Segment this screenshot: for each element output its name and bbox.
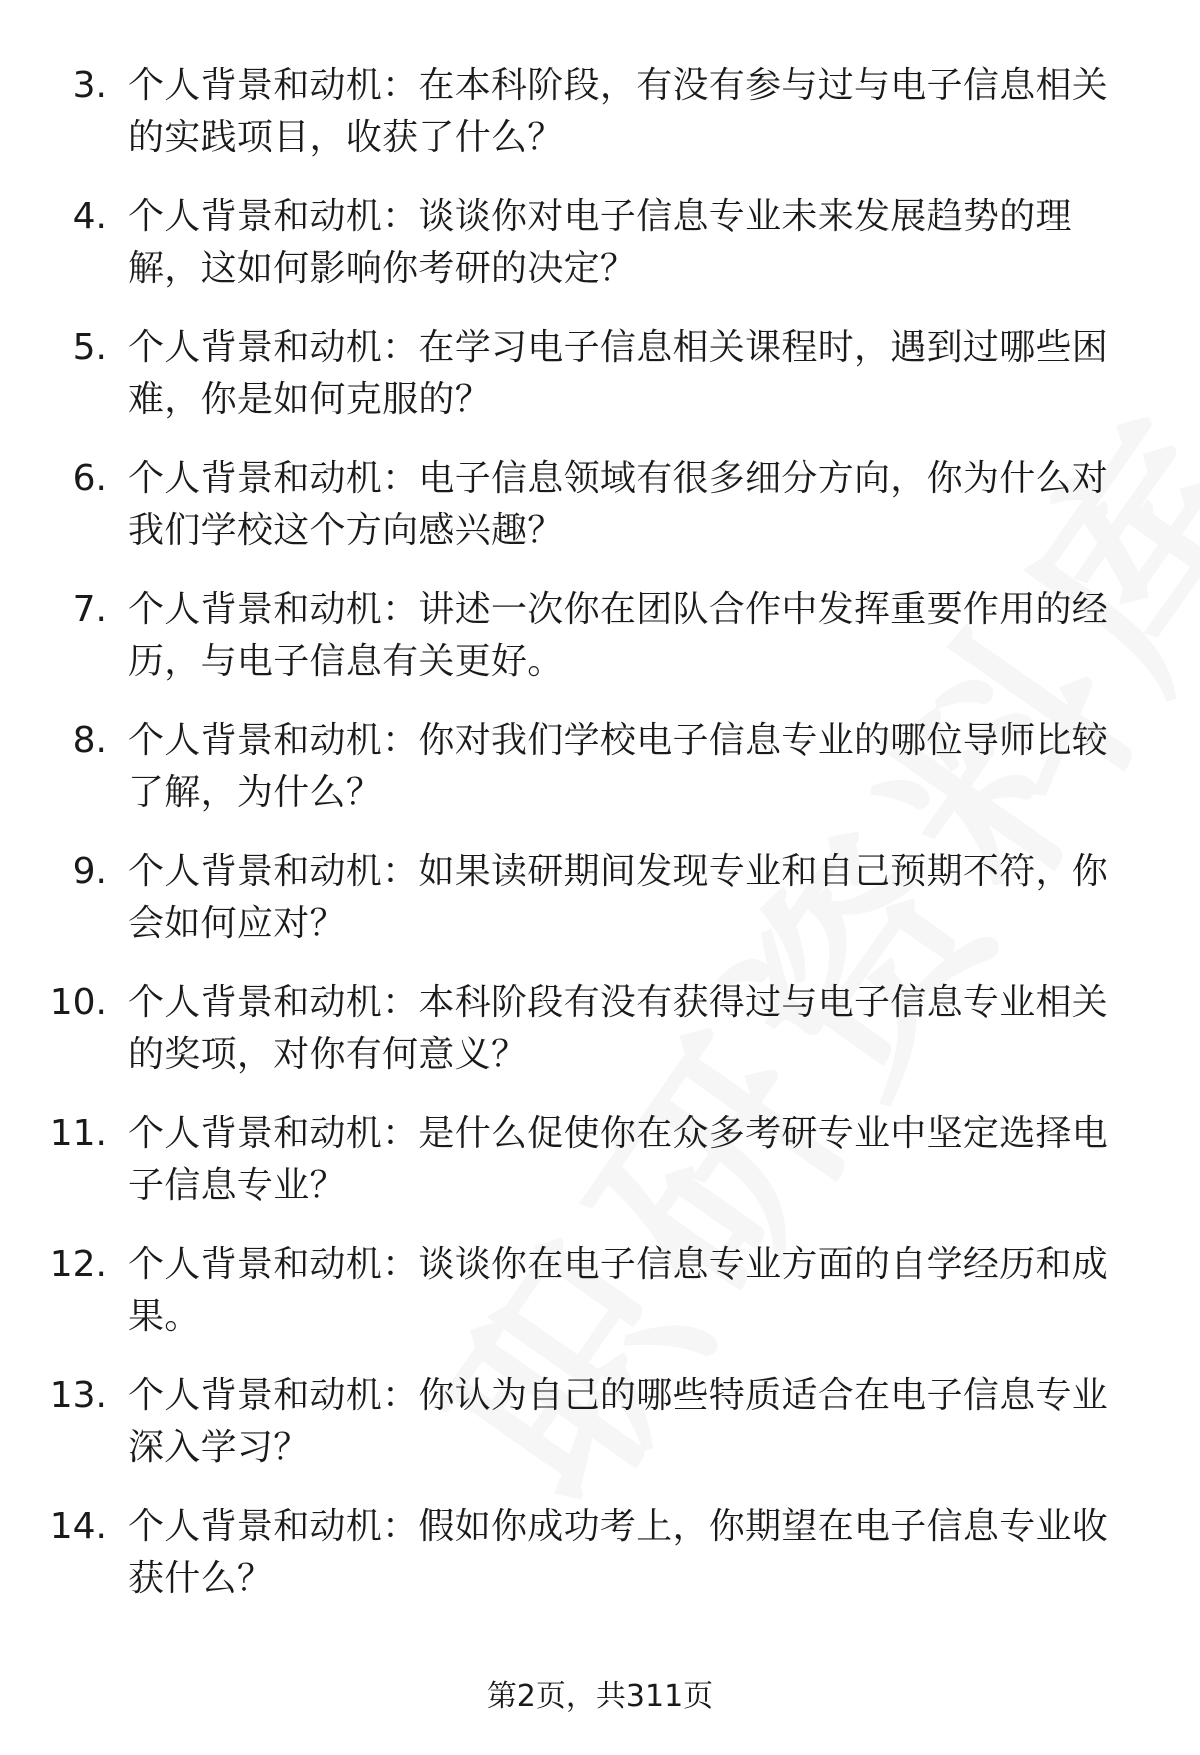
question-text: 个人背景和动机：谈谈你对电子信息专业未来发展趋势的理解，这如何影响你考研的决定？: [128, 196, 1072, 289]
question-text: 个人背景和动机：如果读研期间发现专业和自己预期不符，你会如何应对？: [128, 851, 1109, 944]
page-number-footer: 第2页，共311页: [486, 1679, 714, 1714]
question-item: [0, 1370, 1200, 1501]
question-number: 4.: [72, 196, 107, 237]
question-item: [0, 60, 1200, 191]
question-item: [0, 453, 1200, 584]
question-text: 个人背景和动机：讲述一次你在团队合作中发挥重要作用的经历，与电子信息有关更好。: [128, 589, 1109, 682]
question-item: [0, 1239, 1200, 1370]
question-text: 个人背景和动机：你认为自己的哪些特质适合在电子信息专业深入学习？: [128, 1375, 1109, 1468]
question-text: 个人背景和动机：在本科阶段，有没有参与过与电子信息相关的实践项目，收获了什么？: [128, 65, 1109, 158]
question-list: [0, 60, 1200, 1632]
question-number: 6.: [72, 458, 107, 499]
question-number: 7.: [72, 589, 107, 630]
question-item: [0, 715, 1200, 846]
question-item: [0, 1501, 1200, 1632]
question-item: [0, 977, 1200, 1108]
question-number: 14.: [49, 1506, 107, 1547]
question-item: [0, 584, 1200, 715]
question-text: 个人背景和动机：是什么促使你在众多考研专业中坚定选择电子信息专业？: [128, 1113, 1109, 1206]
question-item: [0, 191, 1200, 322]
question-text: 个人背景和动机：你对我们学校电子信息专业的哪位导师比较了解，为什么？: [128, 720, 1109, 813]
question-item: [0, 1108, 1200, 1239]
question-text: 个人背景和动机：本科阶段有没有获得过与电子信息专业相关的奖项，对你有何意义？: [128, 982, 1109, 1075]
question-number: 5.: [72, 327, 107, 368]
question-number: 9.: [72, 851, 107, 892]
question-number: 10.: [49, 982, 107, 1023]
question-number: 12.: [49, 1244, 107, 1285]
question-number: 3.: [72, 65, 107, 106]
question-number: 13.: [49, 1375, 107, 1416]
question-item: [0, 846, 1200, 977]
question-text: 个人背景和动机：电子信息领域有很多细分方向，你为什么对我们学校这个方向感兴趣？: [128, 458, 1109, 551]
question-number: 8.: [72, 720, 107, 761]
question-number: 11.: [49, 1113, 107, 1154]
question-item: [0, 322, 1200, 453]
question-text: 个人背景和动机：谈谈你在电子信息专业方面的自学经历和成果。: [128, 1244, 1109, 1337]
question-text: 个人背景和动机：在学习电子信息相关课程时，遇到过哪些困难，你是如何克服的？: [128, 327, 1109, 420]
question-text: 个人背景和动机：假如你成功考上，你期望在电子信息专业收获什么？: [128, 1506, 1109, 1599]
